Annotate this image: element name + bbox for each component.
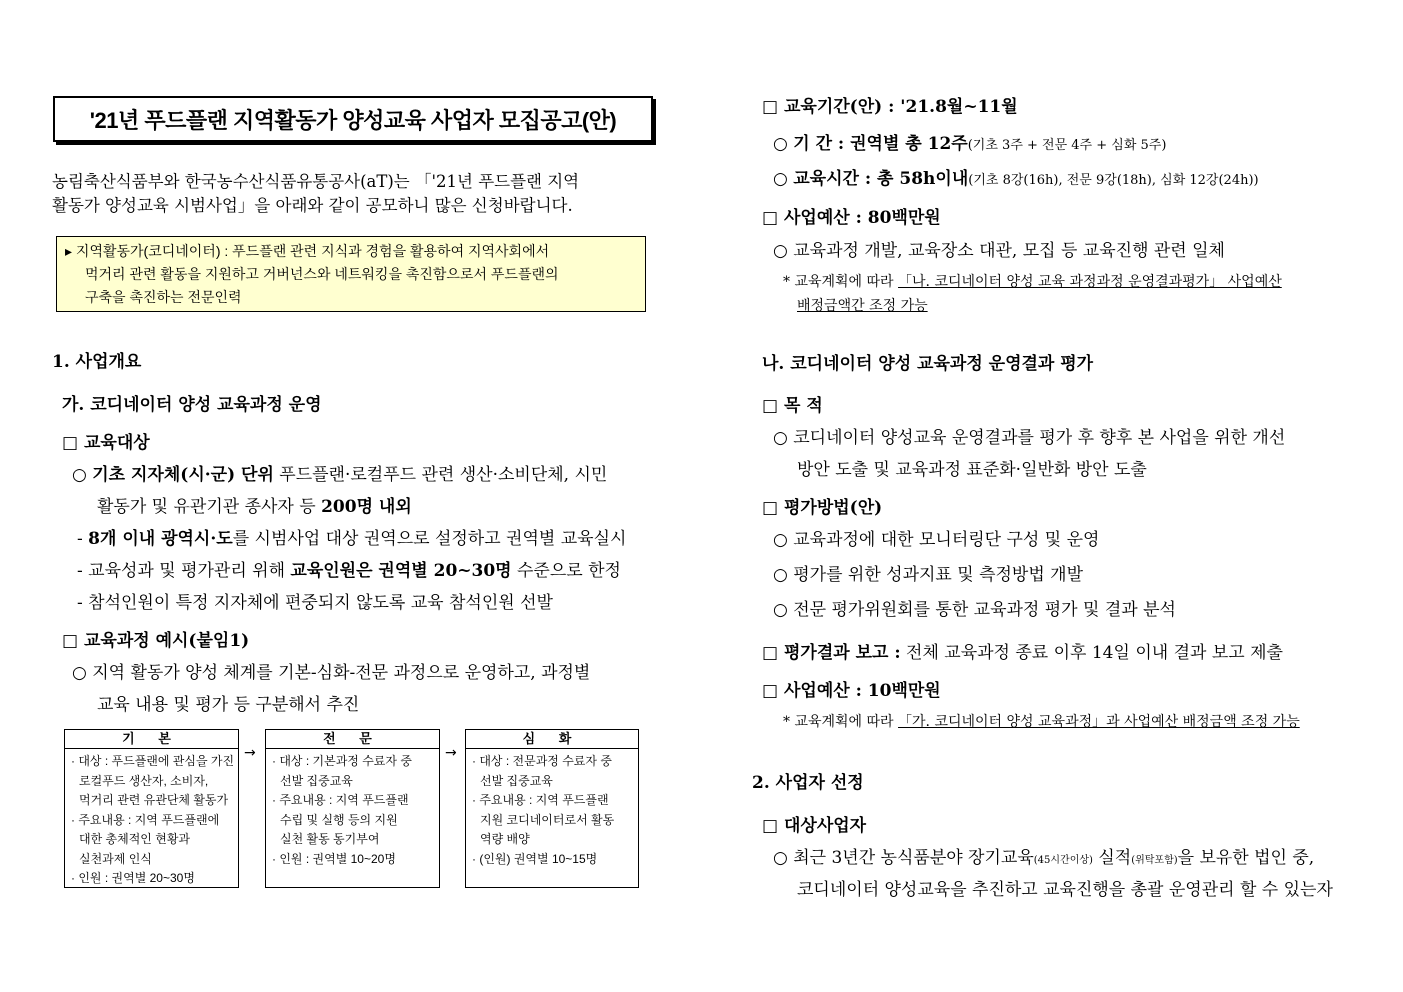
target-business-item-1 [773, 847, 1314, 872]
target-business-item-1-line-2: 코디네이터 양성교육을 추진하고 교육진행을 총괄 운영관리 할 수 있는자 [797, 880, 1333, 900]
course-item-1-line-2: 교육 내용 및 평가 등 구분해서 추진 [97, 695, 360, 715]
flow-box-body [65, 749, 238, 892]
document-title: '21년 푸드플랜 지역활동가 양성교육 사업자 모집공고(안) [89, 107, 617, 133]
period-item-1 [773, 133, 1166, 157]
flow-line: 수립 및 실행 등의 지원 [280, 812, 398, 827]
flow-line: 선발 집중교육 [480, 773, 553, 788]
flow-line: · 주요내용 : 지역 푸드플랜 [272, 793, 409, 807]
flow-line: · 대상 : 전문과정 수료자 중 [472, 754, 612, 768]
note-ref: 「나. 코디네이터 양성 교육 과정과정 운영결과평가」 사업예산 [898, 274, 1282, 290]
flow-line: · 주요내용 : 지역 푸드플랜 [472, 793, 609, 807]
budget-item-1: ○ 교육과정 개발, 교육장소 대관, 모집 등 교육진행 관련 일체 [773, 241, 1225, 261]
target-desc-2: 활동가 및 유관기관 종사자 등 [97, 497, 322, 517]
purpose-heading: □ 목 적 [762, 396, 823, 416]
flow-line: 로컬푸드 생산자, 소비자, [79, 773, 209, 788]
flow-line: · 인원 : 권역별 20~30명 [71, 871, 195, 885]
flow-line: · (인원) 권역별 10~15명 [472, 851, 598, 866]
budget-note-line-2: 배정금액간 조정 가능 [797, 298, 928, 314]
section-1-heading: 1. 사업개요 [52, 352, 142, 372]
section-2-heading: 2. 사업자 선정 [752, 773, 864, 793]
biz-text-2: 실적 [1092, 848, 1132, 868]
dash-item-3: - 참석인원이 특정 지자체에 편중되지 않도록 교육 참석인원 선발 [77, 593, 553, 613]
purpose-item-1-line-2: 방안 도출 및 교육과정 표준화·일반화 방안 도출 [797, 460, 1147, 480]
result-report-heading [762, 642, 1283, 664]
flow-line: 먹거리 관련 유관단체 활동가 [79, 793, 229, 807]
dash-2-tail: 수준으로 한정 [511, 561, 621, 581]
region-limit: 8개 이내 광역시·도 [88, 529, 233, 549]
flow-box-header: 기 본 [65, 730, 238, 749]
definition-note-box [56, 236, 646, 312]
flow-box-body [266, 749, 439, 872]
flow-line: · 주요내용 : 지역 푸드플랜에 [71, 812, 220, 827]
target-business-heading: □ 대상사업자 [762, 816, 867, 836]
period-hours: 교육시간 : 총 58h이내 [793, 169, 969, 189]
biz-hours: (45시간이상) [1033, 855, 1093, 866]
method-item-1: ○ 교육과정에 대한 모니터링단 구성 및 운영 [773, 530, 1100, 550]
method-item-2: ○ 평가를 위한 성과지표 및 측정방법 개발 [773, 565, 1084, 585]
budget-note [783, 271, 1282, 293]
flow-line: · 대상 : 기본과정 수료자 중 [272, 754, 412, 768]
flow-box-expert [265, 729, 440, 888]
bullet: ○ [773, 169, 794, 189]
target-item-1-line-2 [97, 496, 412, 518]
intro-line-2: 활동가 양성교육 시범사업」을 아래와 같이 공모하니 많은 신청바랍니다. [52, 196, 573, 215]
flow-line: 대한 총체적인 현황과 [79, 832, 190, 846]
flow-box-body [466, 749, 638, 872]
flow-box-basic [64, 729, 239, 888]
participants-limit: 교육인원은 권역별 20~30명 [290, 561, 512, 581]
note-line-2: 먹거리 관련 활동을 지원하고 거버넌스와 네트워킹을 촉진함으로서 푸드플랜의 [85, 266, 559, 282]
period-weeks-detail: (기초 3주 + 전문 4주 + 심화 5주) [967, 138, 1167, 153]
flow-box-advanced [465, 729, 639, 888]
document-title-box [53, 96, 653, 142]
biz-consign: (위탁포함) [1131, 855, 1178, 866]
flow-line: 지원 코디네이터로서 활동 [480, 812, 615, 827]
dash-item-2 [77, 560, 621, 582]
result-report-desc: 전체 교육과정 종료 이후 14일 이내 결과 보고 제출 [900, 643, 1283, 663]
method-item-3: ○ 전문 평가위원회를 통한 교육과정 평가 및 결과 분석 [773, 600, 1176, 620]
course-item-1: ○ 지역 활동가 양성 체계를 기본-심화-전문 과정으로 운영하고, 과정별 [72, 663, 591, 683]
note-prefix: * 교육계획에 따라 [783, 714, 899, 730]
budget-heading: □ 사업예산 : 80백만원 [762, 208, 941, 228]
note-line-1: ▸ 지역활동가(코디네이터) : 푸드플랜 관련 지식과 경험을 활용하여 지역사회에서 [65, 243, 550, 259]
note-ref: 「가. 코디네이터 양성 교육과정」과 사업예산 배정금액 조정 가능 [898, 714, 1300, 730]
dash-item-1 [77, 528, 626, 550]
flow-box-header: 심 화 [466, 730, 638, 749]
arrow-right-icon: → [244, 745, 256, 761]
bullet: ○ [773, 134, 794, 154]
subsection-na-heading: 나. 코디네이터 양성 교육과정 운영결과 평가 [762, 354, 1094, 374]
target-desc: 푸드플랜·로컬푸드 관련 생산·소비단체, 시민 [273, 465, 608, 485]
flow-line: 선발 집중교육 [280, 773, 353, 788]
education-target-heading: □ 교육대상 [62, 433, 150, 453]
method-heading: □ 평가방법(안) [762, 498, 883, 518]
dash: - [77, 529, 89, 549]
note-prefix: * 교육계획에 따라 [783, 274, 899, 290]
target-count: 200명 내외 [321, 497, 412, 517]
result-report-label: □ 평가결과 보고 : [762, 643, 901, 663]
budget2-note [783, 711, 1300, 733]
region-desc: 를 시범사업 대상 권역으로 설정하고 권역별 교육실시 [232, 529, 627, 549]
period-heading: □ 교육기간(안) : '21.8월~11월 [762, 97, 1018, 117]
subsection-ga-heading: 가. 코디네이터 양성 교육과정 운영 [62, 395, 322, 415]
flow-line: 실천과제 인식 [79, 851, 152, 866]
bullet: ○ [72, 465, 93, 485]
target-unit: 기초 지자체(시·군) 단위 [92, 465, 274, 485]
flow-box-header: 전 문 [266, 730, 439, 749]
note-line-3: 구축을 촉진하는 전문인력 [85, 289, 242, 305]
period-item-2 [773, 168, 1259, 192]
period-weeks: 기 간 : 권역별 총 12주 [793, 134, 968, 154]
dash-2-text: - 교육성과 및 평가관리 위해 [77, 561, 291, 581]
flow-line: 실천 활동 동기부여 [280, 832, 380, 846]
arrow-right-icon: → [445, 745, 457, 761]
flow-line: 역량 배양 [480, 832, 530, 846]
purpose-item-1: ○ 코디네이터 양성교육 운영결과를 평가 후 향후 본 사업을 위한 개선 [773, 428, 1286, 448]
course-example-heading: □ 교육과정 예시(붙임1) [62, 631, 250, 651]
biz-text-1: ○ 최근 3년간 농식품분야 장기교육 [773, 848, 1034, 868]
flow-line: · 대상 : 푸드플랜에 관심을 가진 [71, 754, 235, 768]
budget2-heading: □ 사업예산 : 10백만원 [762, 681, 941, 701]
target-item-1 [72, 464, 607, 486]
intro-line-1: 농림축산식품부와 한국농수산식품유통공사(aT)는 「'21년 푸드플랜 지역 [52, 172, 580, 191]
flow-line: · 인원 : 권역별 10~20명 [272, 851, 396, 866]
biz-text-3: 을 보유한 법인 중, [1177, 848, 1315, 868]
period-hours-detail: (기초 8강(16h), 전문 9강(18h), 심화 12강(24h)) [968, 173, 1259, 188]
